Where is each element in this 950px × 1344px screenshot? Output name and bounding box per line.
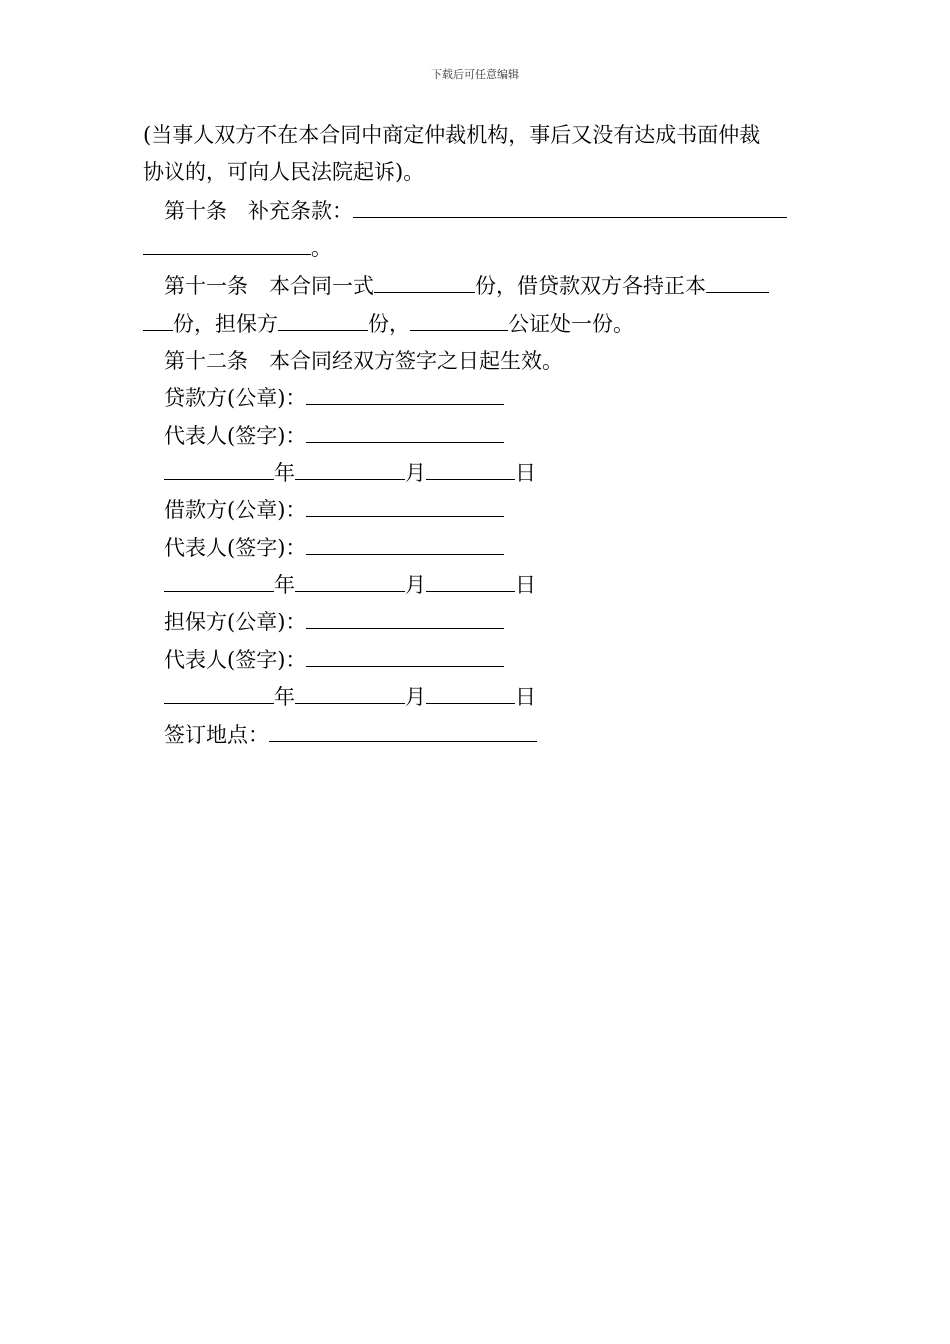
guarantor-day-blank[interactable] — [426, 682, 515, 704]
signing-place-blank[interactable] — [269, 720, 537, 742]
borrower-date-line — [164, 570, 536, 600]
article-10 — [164, 196, 787, 226]
lender-seal-line — [164, 383, 504, 413]
lender-rep-blank[interactable] — [306, 421, 504, 443]
article-11-text-5: 公证处一份。 — [508, 312, 634, 336]
guarantor-year-blank[interactable] — [164, 682, 274, 704]
article-11-text-3: 份，担保方 — [173, 312, 278, 336]
signing-place-line — [164, 720, 537, 750]
arbitration-note-line-2: 协议的，可向人民法院起诉)。 — [143, 160, 425, 184]
lender-seal-blank[interactable] — [306, 383, 504, 405]
guarantor-date-line — [164, 682, 536, 712]
notary-name-blank[interactable] — [410, 309, 508, 331]
borrower-rep-blank[interactable] — [306, 533, 504, 555]
borrower-rep-label: 代表人(签字)： — [164, 536, 307, 560]
article-11-cont — [143, 309, 634, 339]
article-11 — [164, 271, 769, 301]
lender-year-blank[interactable] — [164, 458, 274, 480]
month-label: 月 — [405, 685, 426, 709]
lender-day-blank[interactable] — [426, 458, 515, 480]
lender-rep-line — [164, 421, 504, 451]
signing-place-label: 签订地点： — [164, 723, 269, 747]
borrower-seal-label: 借款方(公章)： — [164, 498, 307, 522]
guarantor-rep-line — [164, 645, 504, 675]
guarantor-rep-label: 代表人(签字)： — [164, 648, 307, 672]
guarantor-seal-blank[interactable] — [306, 607, 504, 629]
day-label: 日 — [515, 461, 536, 485]
borrower-seal-line — [164, 495, 504, 525]
year-label: 年 — [274, 461, 295, 485]
guarantor-rep-blank[interactable] — [306, 645, 504, 667]
period-mark: 。 — [311, 236, 332, 260]
original-copies-blank-2[interactable] — [143, 309, 173, 331]
lender-date-line — [164, 458, 536, 488]
copies-total-blank[interactable] — [374, 271, 475, 293]
guarantor-seal-line — [164, 607, 504, 637]
borrower-rep-line — [164, 533, 504, 563]
article-11-text-4: 份， — [368, 312, 410, 336]
guarantor-copies-blank[interactable] — [278, 309, 368, 331]
article-10-label: 第十条 补充条款： — [164, 199, 353, 223]
supplement-blank-1[interactable] — [353, 196, 787, 218]
lender-month-blank[interactable] — [295, 458, 405, 480]
guarantor-month-blank[interactable] — [295, 682, 405, 704]
arbitration-note-line-1: (当事人双方不在本合同中商定仲裁机构，事后又没有达成书面仲裁 — [143, 123, 761, 147]
supplement-blank-2[interactable] — [143, 233, 311, 255]
guarantor-seal-label: 担保方(公章)： — [164, 610, 307, 634]
lender-seal-label: 贷款方(公章)： — [164, 386, 307, 410]
original-copies-blank-1[interactable] — [706, 271, 769, 293]
year-label: 年 — [274, 573, 295, 597]
day-label: 日 — [515, 685, 536, 709]
borrower-year-blank[interactable] — [164, 570, 274, 592]
article-11-label: 第十一条 本合同一式 — [164, 274, 374, 298]
article-10-cont — [143, 233, 332, 263]
lender-rep-label: 代表人(签字)： — [164, 424, 307, 448]
borrower-seal-blank[interactable] — [306, 495, 504, 517]
article-11-text-2: 份，借贷款双方各持正本 — [475, 274, 706, 298]
borrower-day-blank[interactable] — [426, 570, 515, 592]
month-label: 月 — [405, 573, 426, 597]
month-label: 月 — [405, 461, 426, 485]
year-label: 年 — [274, 685, 295, 709]
borrower-month-blank[interactable] — [295, 570, 405, 592]
day-label: 日 — [515, 573, 536, 597]
page-header: 下载后可任意编辑 — [431, 68, 519, 81]
article-12: 第十二条 本合同经双方签字之日起生效。 — [164, 349, 563, 373]
